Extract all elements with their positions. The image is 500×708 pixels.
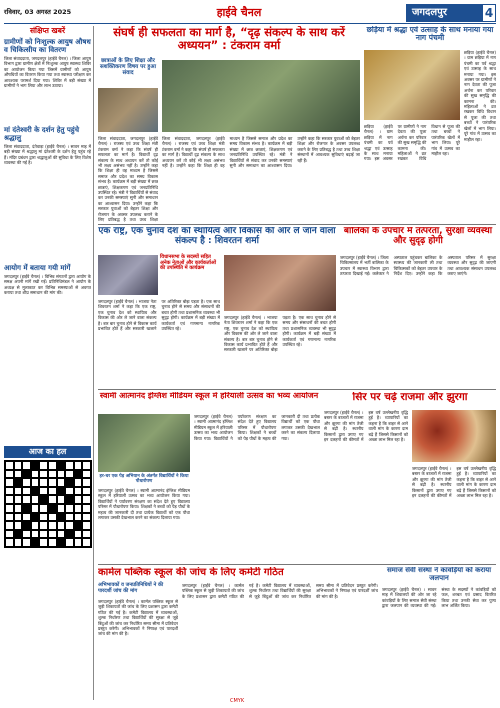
crossword-cell <box>5 461 14 470</box>
crossword-cell <box>48 470 57 479</box>
crossword-cell <box>65 521 74 530</box>
crossword-cell <box>48 495 57 504</box>
crossword-cell <box>31 470 40 479</box>
girl-health-headline: बालिका के उपचार में तत्परता, सुरक्षा व्यवस्था और सुदृढ़ होगी <box>343 227 493 246</box>
crossword-cell <box>57 504 66 513</box>
crossword-cell <box>14 495 23 504</box>
one-nation-story <box>98 227 336 387</box>
brief-item2-title: मां दंतेश्वरी के दर्शन हेतु पहुंचे श्रद्धालु <box>4 126 80 142</box>
crossword-cell <box>82 513 91 522</box>
crossword-cell <box>65 504 74 513</box>
crossword-cell <box>39 504 48 513</box>
masthead <box>4 4 496 22</box>
crossword-cell <box>82 530 91 539</box>
today-solution-heading: आज का हल <box>4 446 91 458</box>
crossword-cell <box>5 530 14 539</box>
crossword-cell <box>22 461 31 470</box>
crossword-cell <box>57 538 66 547</box>
crossword-cell <box>74 470 83 479</box>
divider <box>98 564 496 565</box>
crossword-cell <box>5 521 14 530</box>
brief-item3-title: आयोग में बताया गयी मांगें <box>4 264 71 272</box>
crossword-cell <box>57 495 66 504</box>
crossword-cell <box>57 530 66 539</box>
crossword-cell <box>74 513 83 522</box>
rajma-body: जगदलपुर (हाईवे चैनल) । बस्तर के बाजारों में राजमा और झुरगा की मांग तेजी से बढ़ी है। स्थानीय किसानों द्वारा उगाए गए इन दलहनों की कीमतों में इस वर्ष उल्लेखनीय वृद्धि हुई है। व्यापारियों का कहना है कि बाहर से आने वाली मांग के कारण दाम बढ़े हैं जिससे किसानों को अच्छा लाभ मिल रहा है। <box>412 466 496 499</box>
nag-panchami-photo <box>364 50 460 120</box>
hariyali-body-left: जगदलपुर (हाईवे चैनल) । स्वामी आत्मानंद इंग्लिश मीडियम स्कूल में हरियाली उत्सव का भव्य आयोजन किया गया। विद्यार्थियों ने पर्यावरण संरक्षण का संदेश देते हुए विद्यालय परिसर में पौधारोपण किया। शिक्षकों ने बच्चों को पेड़ पौधों के महत्व की जानकारी दी तथा प्रत्येक विद्यार्थी को एक पौधा लगाकर उसकी देखभाल करने का संकल्प दिलाया गया। <box>98 488 190 521</box>
crossword-cell <box>65 513 74 522</box>
crossword-cell <box>14 513 23 522</box>
crossword-cell <box>48 461 57 470</box>
crossword-cell <box>5 487 14 496</box>
crossword-cell <box>82 504 91 513</box>
crossword-cell <box>39 470 48 479</box>
crossword-cell <box>22 487 31 496</box>
crossword-cell <box>82 470 91 479</box>
crossword-cell <box>5 495 14 504</box>
rajma-story <box>324 392 496 562</box>
nag-panchami-body-side: छड़िया (हाईवे चैनल) । ग्राम छड़िया में नाग पंचमी का पर्व श्रद्धा एवं उत्साह के साथ मनाया गया। इस अवसर पर ग्रामीणों ने नाग देवता की पूजा अर्चना कर परिवार की सुख समृद्धि की कामना की। महिलाओं ने व्रत रखकर विधि विधान से पूजा की तथा बच्चों ने पारंपरिक खेलों में भाग लिया। पूरे गांव में उत्सव का माहौल रहा। <box>464 50 496 142</box>
crossword-cell <box>39 487 48 496</box>
page-number: 4 <box>482 4 496 22</box>
samaj-body: जगदलपुर (हाईवे चैनल) । सावन माह में शिवालयों की ओर जा रहे कांवड़ियों के लिए समाज सेवी संस्था द्वारा जलपान की व्यवस्था की गई। संस्था के सदस्यों ने कांवड़ियों को फल, शरबत एवं प्रसाद वितरित किया तथा उनकी सेवा कर पुण्य लाभ अर्जित किया। <box>382 587 496 609</box>
crossword-cell <box>22 478 31 487</box>
crossword-cell <box>65 478 74 487</box>
crossword-cell <box>22 538 31 547</box>
crossword-cell <box>22 513 31 522</box>
crossword-cell <box>31 478 40 487</box>
one-nation-body-left: जगदलपुर (हाईवे चैनल) । भाजपा नेता शिवरतन शर्मा ने कहा कि एक राष्ट्र, एक चुनाव देश को स्थायित्व और विकास की ओर ले जाने वाला संकल्प है। बार बार चुनाव होने से विकास कार्य प्रभावित होते हैं और सरकारी खजाने पर अतिरिक्त बोझ पड़ता है। एक साथ चुनाव होने से समय और संसाधनों की बचत होगी तथा प्रशासनिक व्यवस्था भी सुदृढ़ होगी। कार्यक्रम में बड़ी संख्या में कार्यकर्ता एवं गणमान्य नागरिक उपस्थित रहे। <box>98 299 220 332</box>
hariyali-caption: हर-घर एक पेड़ अभियान के अंतर्गत विद्यार्थियों ने किया पौधारोपण <box>99 474 189 484</box>
crossword-cell <box>74 478 83 487</box>
crossword-cell <box>5 538 14 547</box>
crossword-cell <box>39 538 48 547</box>
girl-health-body: जगदलपुर (हाईवे चैनल) । जिला चिकित्सालय में भर्ती बालिका के उपचार में स्वास्थ्य विभाग द्वारा तत्परता दिखाई गई। कलेक्टर ने अस्पताल पहुंचकर बालिका के स्वास्थ्य की जानकारी ली तथा चिकित्सकों को बेहतर उपचार के निर्देश दिए। उन्होंने कहा कि अस्पताल परिसर में सुरक्षा व्यवस्था और सुदृढ़ की जाएगी तथा आवश्यक संसाधन उपलब्ध कराए जाएंगे। <box>340 255 496 277</box>
crossword-cell <box>31 521 40 530</box>
crossword-cell <box>57 470 66 479</box>
crossword-cell <box>65 538 74 547</box>
crossword-cell <box>74 530 83 539</box>
crossword-cell <box>5 470 14 479</box>
lead-photo-minister <box>98 88 158 132</box>
one-nation-photo <box>224 255 336 311</box>
crossword-cell <box>31 487 40 496</box>
brief-item1-title: ग्रामीणों को निःशुल्क आयुष औषध व चिकित्सीय का वितरण <box>4 38 91 54</box>
one-nation-kicker: विधानसभा के सदस्यों सहित अनेक नेताओं और कार्यकर्ताओं की उपस्थिति में कार्यक्रम <box>160 254 216 271</box>
crossword-cell <box>65 461 74 470</box>
crossword-cell <box>39 530 48 539</box>
school-kicker: अभिभावकों व जनप्रतिनिधियों ने की पारदर्शी जांच की मांग <box>98 582 164 594</box>
samaj-headline: समाज सेवी संस्था ने कांवड़ियों को कराया जलपान <box>386 567 492 582</box>
crossword-cell <box>14 470 23 479</box>
one-nation-headline: एक राष्ट्र, एक चुनाव देश को स्थायित्व और विकास की ओर ले जाने वाला संकल्प है : शिवरतन शर्मा <box>98 227 336 246</box>
left-column <box>4 26 94 700</box>
divider <box>98 224 496 225</box>
samaj-story <box>382 567 496 697</box>
crossword-cell <box>14 487 23 496</box>
hariyali-photo <box>98 414 190 472</box>
crossword-cell <box>31 530 40 539</box>
divider <box>98 389 496 390</box>
crossword-cell <box>74 495 83 504</box>
crossword-cell <box>65 495 74 504</box>
rajma-headline: सिर पर चढ़े राजमा और झुरगा <box>352 392 468 403</box>
crossword-cell <box>74 461 83 470</box>
lead-headline: संघर्ष ही सफलता का मार्ग है, “दृढ़ संकल्प के साथ करें अध्ययन” : टंकराम वर्मा <box>113 26 345 52</box>
paper-name: हाईवे चैनल <box>216 6 262 19</box>
school-headline: कार्मल पब्लिक स्कूल की जांच के लिए कमेटी गठित <box>98 567 284 578</box>
hariyali-headline: स्वामी आत्मानंद इंग्लिश मीडियम स्कूल में हरियाली उत्सव का भव्य आयोजन <box>99 392 319 400</box>
crossword-cell <box>14 504 23 513</box>
nag-panchami-story <box>364 26 496 222</box>
nag-panchami-body: छड़िया (हाईवे चैनल) । ग्राम छड़िया में नाग पंचमी का पर्व श्रद्धा एवं उत्साह के साथ मनाया गया। इस अवसर पर ग्रामीणों ने नाग देवता की पूजा अर्चना कर परिवार की सुख समृद्धि की कामना की। महिलाओं ने व्रत रखकर विधि विधान से पूजा की तथा बच्चों ने पारंपरिक खेलों में भाग लिया। पूरे गांव में उत्सव का माहौल रहा। <box>364 124 460 162</box>
crossword-cell <box>48 530 57 539</box>
nag-panchami-headline: छड़िया में श्रद्धा एवं उत्साह के साथ मनाया गया नाग पंचमी <box>366 26 494 43</box>
one-nation-body: जगदलपुर (हाईवे चैनल) । भाजपा नेता शिवरतन शर्मा ने कहा कि एक राष्ट्र, एक चुनाव देश को स्थायित्व और विकास की ओर ले जाने वाला संकल्प है। बार बार चुनाव होने से विकास कार्य प्रभावित होते हैं और सरकारी खजाने पर अतिरिक्त बोझ पड़ता है। एक साथ चुनाव होने से समय और संसाधनों की बचत होगी तथा प्रशासनिक व्यवस्था भी सुदृढ़ होगी। कार्यक्रम में बड़ी संख्या में कार्यकर्ता एवं गणमान्य नागरिक उपस्थित रहे। <box>224 315 336 353</box>
section-banner <box>406 4 496 22</box>
crossword-cell <box>65 530 74 539</box>
crossword-cell <box>39 513 48 522</box>
crossword-cell <box>5 478 14 487</box>
crossword-cell <box>82 461 91 470</box>
crossword-cell <box>82 487 91 496</box>
crossword-cell <box>57 513 66 522</box>
crossword-cell <box>74 538 83 547</box>
crossword-cell <box>74 504 83 513</box>
crossword-cell <box>82 538 91 547</box>
crossword-cell <box>57 521 66 530</box>
lead-body-col1: जिला संवाददाता, जगदलपुर (हाईवे चैनल) । राजस्व एवं उच्च शिक्षा मंत्री टंकराम वर्मा ने कहा कि संघर्ष ही सफलता का मार्ग है। विद्यार्थी दृढ़ संकल्प के साथ अध्ययन करें तो कोई भी लक्ष्य असंभव नहीं है। उन्होंने कहा कि शिक्षा ही वह माध्यम है जिससे समाज और प्रदेश का समग्र विकास संभव है। कार्यक्रम में बड़ी संख्या में छात्र छात्राएं, शिक्षकगण एवं जनप्रतिनिधि उपस्थित रहे। मंत्री ने विद्यार्थियों से संवाद कर उनकी समस्याएं सुनी और समाधान का आश्वासन दिया। उन्होंने कहा कि सरकार युवाओं को बेहतर शिक्षा और रोजगार के अवसर उपलब्ध कराने के लिए प्रतिबद्ध है तथा उच्च शिक्षा <box>98 136 158 222</box>
crossword-cell <box>48 538 57 547</box>
school-story <box>98 567 378 697</box>
crossword-cell <box>82 495 91 504</box>
crossword-cell <box>22 521 31 530</box>
crossword-cell <box>22 470 31 479</box>
crossword-cell <box>39 478 48 487</box>
crossword-cell <box>31 504 40 513</box>
hariyali-body: जगदलपुर (हाईवे चैनल) । स्वामी आत्मानंद इंग्लिश मीडियम स्कूल में हरियाली उत्सव का भव्य आयोजन किया गया। विद्यार्थियों ने पर्यावरण संरक्षण का संदेश देते हुए विद्यालय परिसर में पौधारोपण किया। शिक्षकों ने बच्चों को पेड़ पौधों के महत्व की जानकारी दी तथा प्रत्येक विद्यार्थी को एक पौधा लगाकर उसकी देखभाल करने का संकल्प दिलाया गया। <box>194 414 320 441</box>
crossword-cell <box>48 521 57 530</box>
crossword-cell <box>31 495 40 504</box>
school-body-left: जगदलपुर (हाईवे चैनल) । कार्मल पब्लिक स्कूल से जुड़ी शिकायतों की जांच के लिए प्रशासन द्वारा कमेटी गठित की गई है। कमेटी विद्यालय में व्यवस्थाओं, शुल्क निर्धारण तथा विद्यार्थियों की सुरक्षा से जुड़े बिंदुओं की जांच कर निर्धारित समय सीमा में प्रतिवेदन प्रस्तुत करेगी। अभिभावकों ने निष्पक्ष एवं पारदर्शी जांच की मांग की है। <box>98 599 178 637</box>
crossword-cell <box>39 495 48 504</box>
crossword-cell <box>65 470 74 479</box>
crossword-cell <box>5 504 14 513</box>
lead-story <box>98 26 360 222</box>
section-name: जगदलपुर <box>412 7 447 18</box>
crossword-cell <box>39 521 48 530</box>
crossword-cell <box>31 538 40 547</box>
crossword-cell <box>22 495 31 504</box>
crossword-cell <box>82 521 91 530</box>
one-nation-photo-small <box>98 255 158 295</box>
crossword-cell <box>48 504 57 513</box>
crossword-cell <box>31 461 40 470</box>
crossword-cell <box>14 538 23 547</box>
school-body: जगदलपुर (हाईवे चैनल) । कार्मल पब्लिक स्कूल से जुड़ी शिकायतों की जांच के लिए प्रशासन द्वारा कमेटी गठित की गई है। कमेटी विद्यालय में व्यवस्थाओं, शुल्क निर्धारण तथा विद्यार्थियों की सुरक्षा से जुड़े बिंदुओं की जांच कर निर्धारित समय सीमा में प्रतिवेदन प्रस्तुत करेगी। अभिभावकों ने निष्पक्ष एवं पारदर्शी जांच की मांग की है। <box>182 583 378 599</box>
crossword-cell <box>14 461 23 470</box>
crossword-cell <box>39 461 48 470</box>
crossword-cell <box>82 478 91 487</box>
girl-health-story <box>340 227 496 387</box>
lead-kicker: छात्राओं के लिए शिक्षा और सशक्तिकरण विषय पर हुआ संवाद <box>100 58 156 77</box>
crossword-cell <box>65 487 74 496</box>
crossword-cell <box>57 461 66 470</box>
crossword-cell <box>5 513 14 522</box>
hariyali-story <box>98 392 320 562</box>
crossword-cell <box>48 487 57 496</box>
crossword-cell <box>74 487 83 496</box>
rajma-body-left: जगदलपुर (हाईवे चैनल) । बस्तर के बाजारों में राजमा और झुरगा की मांग तेजी से बढ़ी है। स्थानीय किसानों द्वारा उगाए गए इन दलहनों की कीमतों में इस वर्ष उल्लेखनीय वृद्धि हुई है। व्यापारियों का कहना है कि बाहर से आने वाली मांग के कारण दाम बढ़े हैं जिससे किसानों को अच्छा लाभ मिल रहा है। <box>324 410 408 443</box>
dateline: रविवार, 03 अगस्त 2025 <box>4 8 72 16</box>
brief-item3-body: जगदलपुर (हाईवे चैनल) । विभिन्न संगठनों द्वारा आयोग के समक्ष अपनी मांगें रखी गईं। प्रतिनिधिमंडल ने आयोग के अध्यक्ष से मुलाकात कर विभिन्न समस्याओं से अवगत कराया तथा शीघ्र समाधान की मांग की। <box>4 274 91 296</box>
brief-heading: संक्षिप्त खबरें <box>29 26 66 35</box>
crossword-grid <box>4 460 92 548</box>
brief-item2-body: जिला संवाददाता, दंतेवाड़ा (हाईवे चैनल) । सावन माह में बड़ी संख्या में श्रद्धालु मां दंतेश्वरी के दर्शन हेतु पहुंच रहे हैं। मंदिर प्रबंधन द्वारा श्रद्धालुओं की सुविधा के लिए विशेष व्यवस्था की गई है। <box>4 144 91 166</box>
lead-photo-event <box>162 60 360 132</box>
crossword-cell <box>48 513 57 522</box>
crossword-cell <box>31 513 40 522</box>
crossword-cell <box>14 530 23 539</box>
crossword-cell <box>74 521 83 530</box>
crossword-cell <box>14 478 23 487</box>
crossword-cell <box>22 504 31 513</box>
masthead-rule <box>4 23 496 24</box>
print-mark: CMYK <box>230 698 245 704</box>
crossword-cell <box>57 487 66 496</box>
crossword-cell <box>57 478 66 487</box>
brief-item1-body: जिला संवाददाता, जगदलपुर (हाईवे चैनल) । जिला आयुष विभाग द्वारा ग्रामीण क्षेत्रों में निःशुल्क आयुष स्वास्थ्य शिविर का आयोजन किया गया जिसमें ग्रामीणों को आयुष औषधियों का वितरण किया गया तथा स्वास्थ्य परीक्षण कर आवश्यक परामर्श दिया गया। शिविर में बड़ी संख्या में ग्रामीणों ने भाग लिया और लाभ उठाया। <box>4 56 91 89</box>
lead-body: जिला संवाददाता, जगदलपुर (हाईवे चैनल) । राजस्व एवं उच्च शिक्षा मंत्री टंकराम वर्मा ने कहा कि संघर्ष ही सफलता का मार्ग है। विद्यार्थी दृढ़ संकल्प के साथ अध्ययन करें तो कोई भी लक्ष्य असंभव नहीं है। उन्होंने कहा कि शिक्षा ही वह माध्यम है जिससे समाज और प्रदेश का समग्र विकास संभव है। कार्यक्रम में बड़ी संख्या में छात्र छात्राएं, शिक्षकगण एवं जनप्रतिनिधि उपस्थित रहे। मंत्री ने विद्यार्थियों से संवाद कर उनकी समस्याएं सुनी और समाधान का आश्वासन दिया। उन्होंने कहा कि सरकार युवाओं को बेहतर शिक्षा और रोजगार के अवसर उपलब्ध कराने के लिए प्रतिबद्ध है तथा उच्च शिक्षा संस्थानों में आवश्यक सुविधाएं बढ़ाई जा रही हैं। <box>162 136 360 169</box>
rajma-photo <box>412 410 496 462</box>
crossword-cell <box>48 478 57 487</box>
crossword-cell <box>14 521 23 530</box>
crossword-cell <box>22 530 31 539</box>
